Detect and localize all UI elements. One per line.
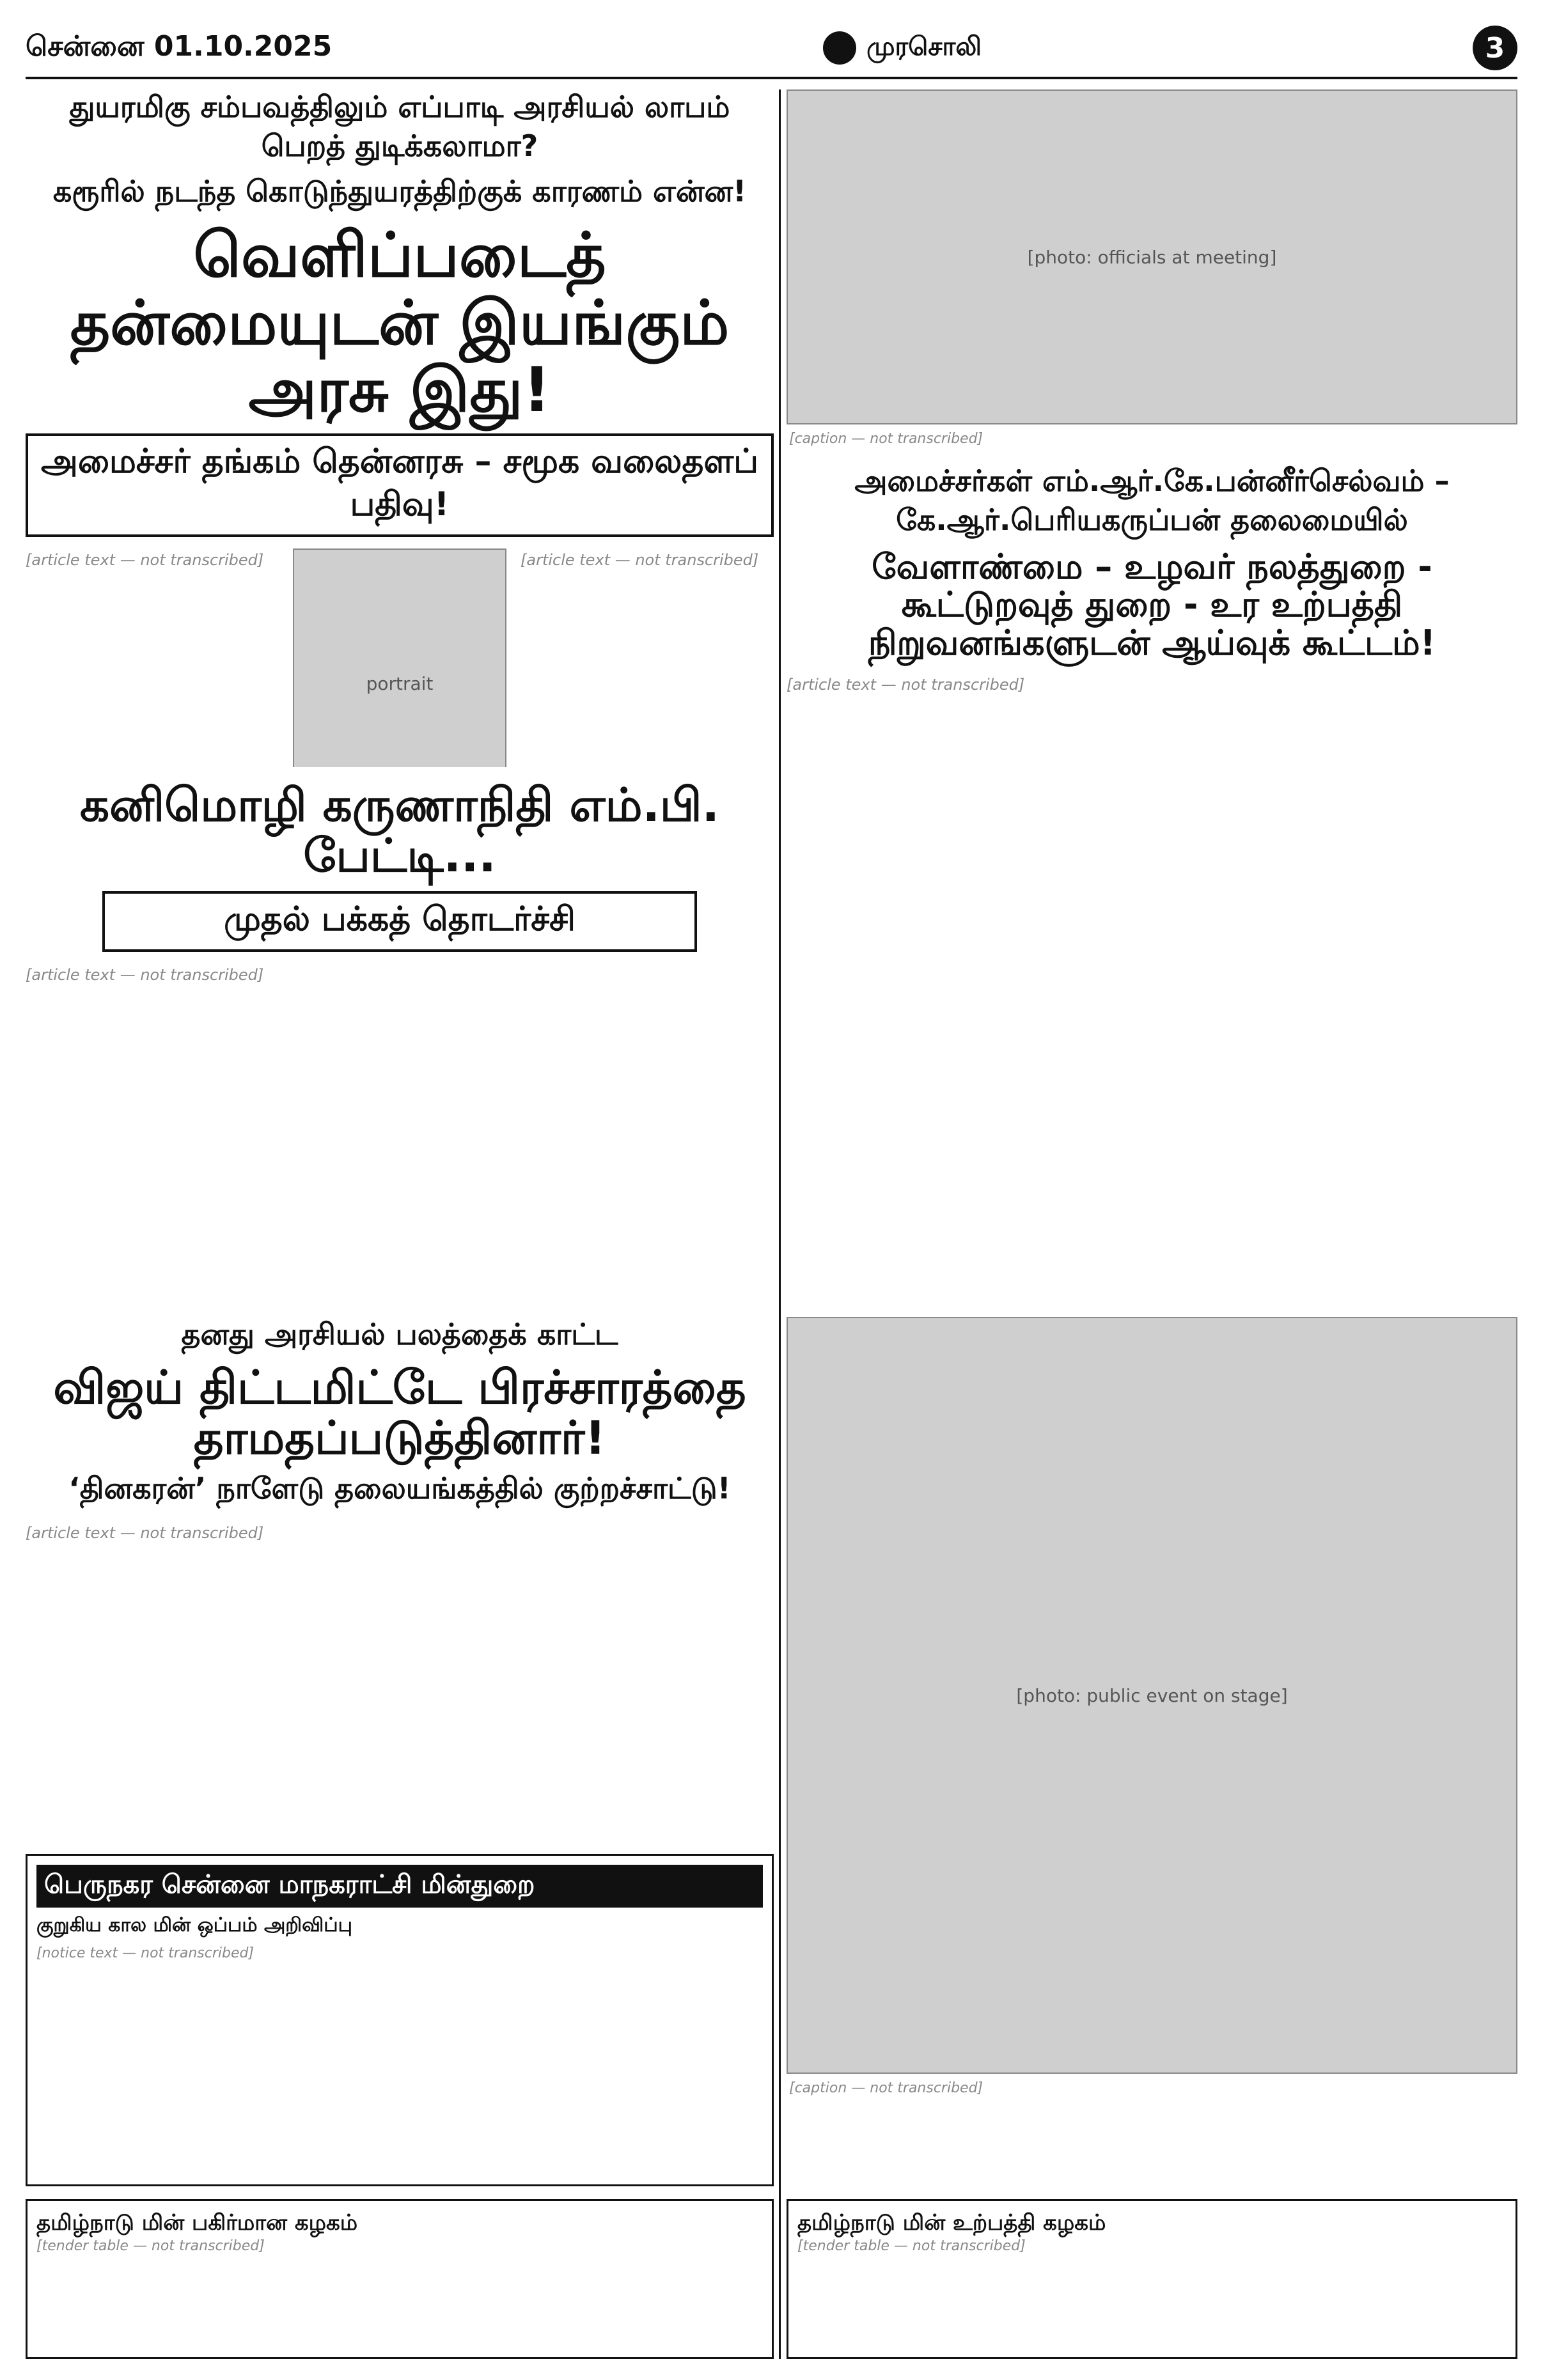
lead-kicker-1: துயரமிகு சம்பவத்திலும் எப்பாடி அரசியல் லாபம் பெறத் துடிக்கலாமா? (69, 89, 730, 163)
column-divider (779, 89, 781, 2359)
event-caption: [caption — not transcribed] (789, 2080, 983, 2096)
vijay-subhead: ‘தினகரன்’ நாளேடு தலையங்கத்தில் குற்றச்சாட்டு! (68, 1471, 731, 1506)
masthead (26, 19, 1517, 79)
emblem-icon (823, 31, 856, 65)
vijay-body: [article text — not transcribed] (26, 1524, 264, 1543)
chennai-notice-body: [notice text — not transcribed] (36, 1945, 255, 1961)
meeting-headline: வேளாண்மை – உழவர் நலத்துறை - கூட்டுறவுத் துறை - உர உற்பத்தி நிறுவனங்களுடன் ஆய்வுக் கூட்டம்! (868, 546, 1436, 663)
meeting-photo: [photo: officials at meeting] (787, 89, 1517, 424)
lead-kicker-2: கரூரில் நடந்த கொடுந்துயரத்திற்குக் காரணம் என்ன! (52, 174, 747, 208)
lead-body: [article text — not transcribed] (26, 550, 264, 569)
event-article (787, 1317, 1517, 2193)
vijay-headline: விஜய் திட்டமிட்டே பிரச்சாரத்தை தாமதப்படுத்தினார்! (53, 1360, 746, 1465)
lead-subhead: அமைச்சர் தங்கம் தென்னரசு – சமூக வலைதளப் பதிவு! (26, 433, 774, 537)
tn-power-notice-2 (787, 2199, 1517, 2359)
paper-title (823, 31, 982, 65)
chennai-corp-notice (26, 1854, 774, 2186)
tn-power-1-body: [tender table — not transcribed] (36, 2238, 265, 2254)
tn-power-2-body: [tender table — not transcribed] (797, 2238, 1026, 2254)
tn-power-1-title: தமிழ்நாடு மின் பகிர்மான கழகம் (36, 2210, 358, 2236)
chennai-notice-title: பெருநகர சென்னை மாநகராட்சி மின்துறை (36, 1865, 763, 1908)
meeting-caption: [caption — not transcribed] (789, 431, 983, 447)
vijay-kicker: தனது அரசியல் பலத்தைக் காட்ட (181, 1317, 618, 1351)
lead-body-cont: [article text — not transcribed] (521, 550, 759, 569)
lead-headline: வெளிப்படைத் தன்மையுடன் இயங்கும் அரசு இது! (70, 219, 730, 426)
lead-article (26, 89, 774, 767)
paper-name: முரசொலி (866, 31, 982, 61)
kanimozhi-body: [article text — not transcribed] (26, 966, 264, 984)
tn-power-2-title: தமிழ்நாடு மின் உற்பத்தி கழகம் (797, 2210, 1106, 2236)
kanimozhi-subhead: முதல் பக்கத் தொடர்ச்சி (102, 891, 697, 952)
kanimozhi-headline: கனிமொழி கருணாநிதி எம்.பி. பேட்டி... (80, 780, 719, 883)
meeting-article (787, 89, 1517, 1304)
meeting-kicker: அமைச்சர்கள் எம்.ஆர்.கே.பன்னீர்செல்வம் – கே.ஆர்.பெரியகருப்பன் தலைமையில் (854, 463, 1450, 537)
event-photo: [photo: public event on stage] (787, 1317, 1517, 2074)
minister-portrait: portrait (293, 548, 506, 767)
chennai-notice-subtitle: குறுகிய கால மின் ஒப்பம் அறிவிப்பு (36, 1914, 352, 1936)
meeting-body: [article text — not transcribed] (787, 675, 1025, 694)
tn-power-notice-1 (26, 2199, 774, 2359)
vijay-article (26, 1317, 774, 1841)
kanimozhi-article (26, 780, 774, 1304)
edition-date: சென்னை 01.10.2025 (26, 29, 333, 63)
page-number: 3 (1473, 26, 1517, 70)
